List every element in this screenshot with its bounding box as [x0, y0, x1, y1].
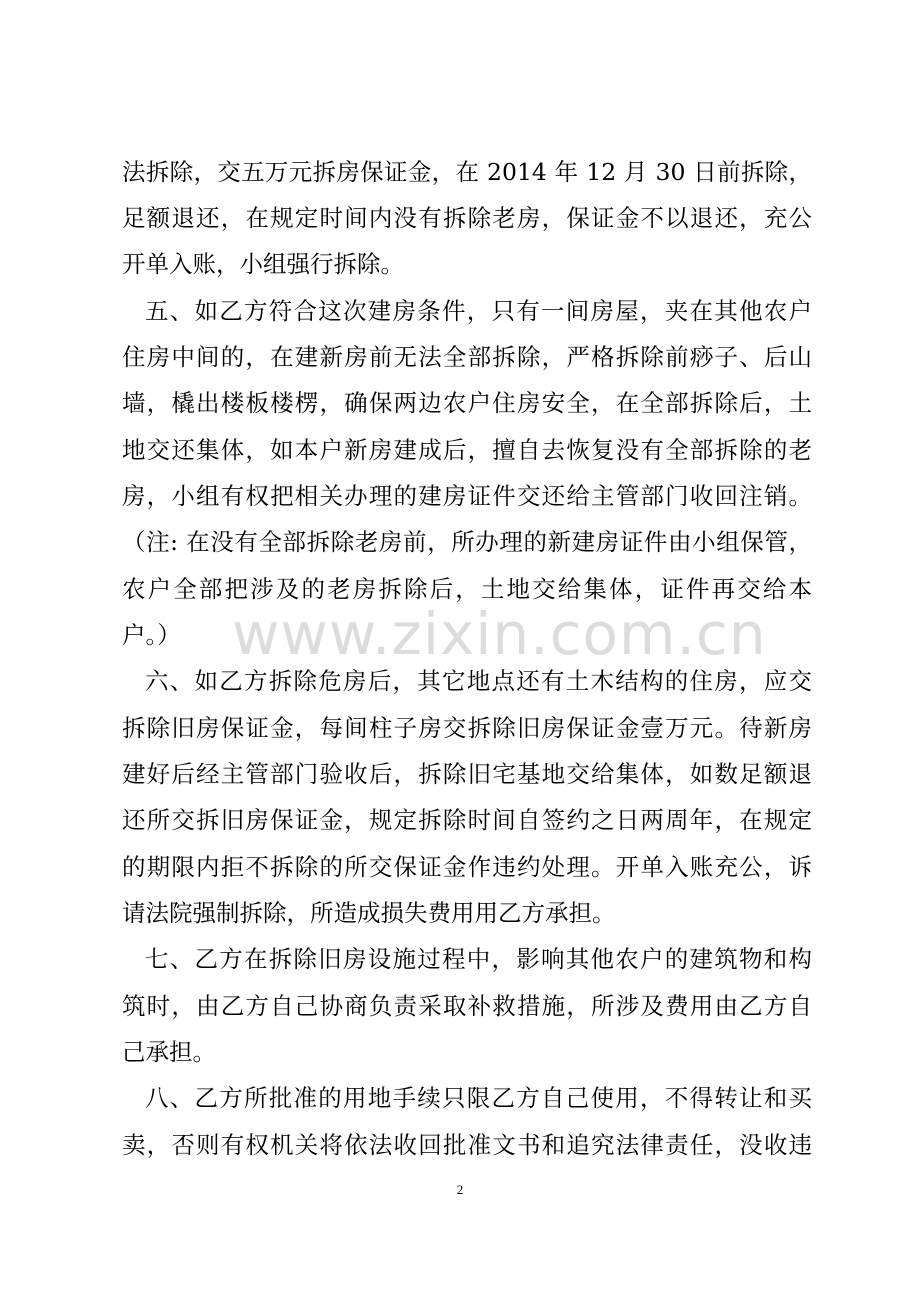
text-line: 法拆除，交五万元拆房保证金，在 2014 年 12 月 30 日前拆除，: [122, 158, 812, 186]
text-line: 地交还集体，如本户新房建成后，擅自去恢复没有全部拆除的老: [122, 436, 812, 464]
text-line: 建好后经主管部门验收后，拆除旧宅基地交给集体，如数足额退: [122, 760, 812, 788]
text-line: 筑时，由乙方自己协商负责采取补救措施，所涉及费用由乙方自: [122, 992, 812, 1020]
text-line: 的期限内拒不拆除的所交保证金作违约处理。开单入账充公，诉: [122, 853, 812, 881]
watermark: www.zixin.com.cn: [232, 600, 767, 668]
text-line: 请法院强制拆除，所造成损失费用用乙方承担。: [122, 899, 616, 927]
text-line: 七、乙方在拆除旧房设施过程中，影响其他农户的建筑物和构: [145, 945, 812, 973]
text-line: 拆除旧房保证金，每间柱子房交拆除旧房保证金壹万元。待新房: [122, 714, 812, 742]
text-line: 五、如乙方符合这次建房条件，只有一间房屋，夹在其他农户: [145, 297, 812, 325]
text-line: 房，小组有权把相关办理的建房证件交还给主管部门收回注销。: [122, 482, 812, 510]
text-line: 己承担。: [122, 1038, 216, 1066]
text-line: （注: 在没有全部拆除老房前，所办理的新建房证件由小组保管，: [122, 528, 812, 556]
text-line: 住房中间的，在建新房前无法全部拆除，严格拆除前痧子、后山: [122, 343, 812, 371]
text-line: 户。）: [122, 621, 181, 649]
page-number: 2: [456, 1182, 464, 1197]
text-line: 六、如乙方拆除危房后，其它地点还有土木结构的住房，应交: [145, 667, 812, 695]
text-line: 墙，橇出楼板楼楞，确保两边农户住房安全，在全部拆除后，土: [122, 389, 812, 417]
text-line: 开单入账，小组强行拆除。: [122, 250, 404, 278]
text-line: 还所交拆旧房保证金，规定拆除时间自签约之日两周年，在规定: [122, 806, 812, 834]
text-line: 农户全部把涉及的老房拆除后，土地交给集体，证件再交给本: [122, 575, 812, 603]
text-line: 卖，否则有权机关将依法收回批准文书和追究法律责任，没收违: [122, 1131, 812, 1159]
text-line: 足额退还，在规定时间内没有拆除老房，保证金不以退还，充公: [122, 204, 812, 232]
text-line: 八、乙方所批准的用地手续只限乙方自己使用，不得转让和买: [145, 1084, 812, 1112]
